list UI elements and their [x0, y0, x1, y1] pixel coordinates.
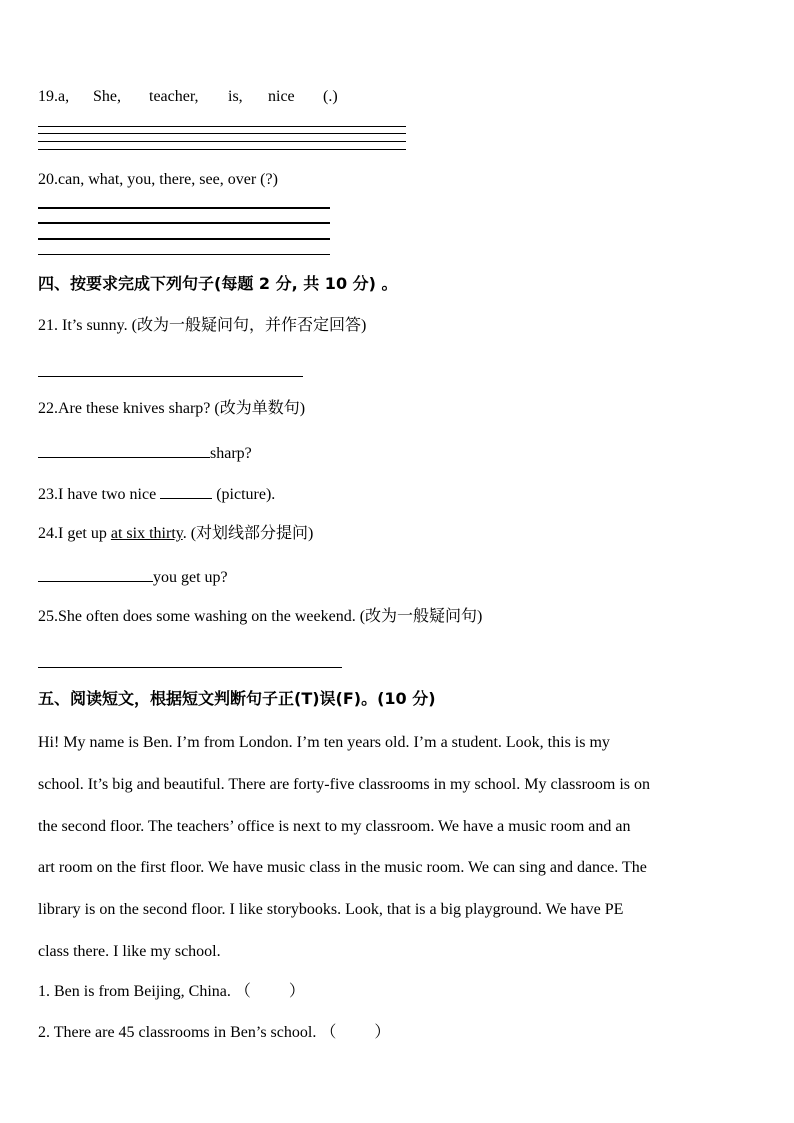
answer-bracket-open[interactable]: （ — [234, 983, 251, 1000]
question-text: 23.I have two nice — [38, 486, 157, 503]
reading-passage — [38, 722, 758, 973]
word-tile: nice — [268, 88, 295, 105]
question-22-answer — [38, 441, 252, 464]
word-tile: (.) — [323, 88, 338, 105]
answer-line[interactable] — [38, 376, 303, 377]
answer-blank[interactable] — [38, 565, 153, 582]
answer-line[interactable] — [38, 667, 342, 668]
passage-line: art room on the first floor. We have music class in the music room. We can sing and dance. The — [38, 859, 647, 877]
question-24 — [38, 524, 313, 544]
question-19 — [38, 87, 338, 107]
question-number: 19. — [38, 88, 58, 105]
answer-line[interactable] — [38, 238, 330, 240]
answer-line[interactable] — [38, 126, 406, 127]
answer-blank[interactable] — [38, 441, 210, 458]
word-tile: a, — [58, 88, 70, 105]
section-5-heading: 五、阅读短文，根据短文判断句子正(T)误(F)。(10 分) — [38, 689, 436, 708]
answer-line[interactable] — [38, 133, 406, 134]
word-tile: She, — [93, 88, 121, 105]
question-22: 22.Are these knives sharp? (改为单数句) — [38, 400, 306, 417]
word-tile: is, — [228, 88, 243, 105]
passage-line: the second floor. The teachers’ office is next to my classroom. We have a music room and an — [38, 817, 631, 835]
question-hint: (picture). — [216, 486, 276, 503]
question-20: 20.can, what, you, there, see, over (?) — [38, 171, 278, 188]
section-4-heading: 四、按要求完成下列句子(每题 2 分, 共 10 分) 。 — [38, 274, 398, 293]
question-hint: . (对划线部分提问) — [182, 525, 314, 542]
tf-statement: 2. There are 45 classrooms in Ben’s school. — [38, 1024, 317, 1041]
answer-line[interactable] — [38, 222, 330, 224]
passage-line: library is on the second floor. I like storybooks. Look, that is a big playground. We have PE — [38, 901, 624, 919]
passage-line: class there. I like my school. — [38, 942, 221, 960]
word-tile: teacher, — [149, 88, 199, 105]
tf-item-2 — [38, 1023, 390, 1043]
passage-line: Hi! My name is Ben. I’m from London. I’m ten years old. I’m a student. Look, this is my — [38, 734, 610, 751]
answer-tail: you get up? — [153, 569, 228, 586]
tf-statement: 1. Ben is from Beijing, China. — [38, 983, 231, 1000]
passage-line: school. It’s big and beautiful. There are forty-five classrooms in my school. My classroom is on — [38, 775, 651, 793]
answer-line[interactable] — [38, 149, 406, 150]
underlined-phrase: at six thirty — [110, 525, 183, 542]
answer-line[interactable] — [38, 141, 406, 142]
answer-blank[interactable] — [160, 482, 212, 499]
question-25: 25.She often does some washing on the weekend. (改为一般疑问句) — [38, 608, 483, 625]
question-text: 24.I get up — [38, 525, 111, 542]
answer-bracket-open[interactable]: （ — [320, 1024, 337, 1041]
answer-bracket-close[interactable]: ） — [288, 983, 305, 1000]
question-23 — [38, 482, 275, 505]
answer-tail: sharp? — [210, 445, 252, 462]
answer-bracket-close[interactable]: ） — [374, 1024, 391, 1041]
question-21: 21. It’s sunny. (改为一般疑问句，并作否定回答) — [38, 317, 367, 334]
tf-item-1 — [38, 982, 305, 1002]
answer-line[interactable] — [38, 254, 330, 255]
question-24-answer — [38, 565, 228, 588]
answer-line[interactable] — [38, 207, 330, 209]
